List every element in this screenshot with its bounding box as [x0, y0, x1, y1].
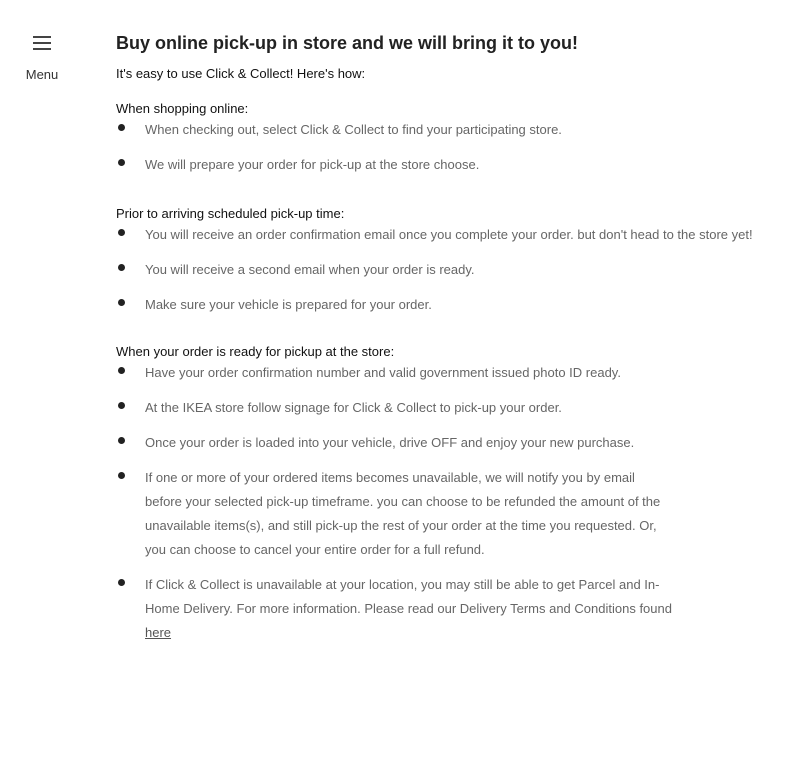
delivery-info-text: If Click & Collect is unavailable at your location, you may still be able to get Parcel and In-Home Delivery. For more information. Please read our Delivery Terms and Conditions found: [145, 577, 672, 616]
intro-text: It's easy to use Click & Collect! Here's how:: [116, 66, 366, 81]
prior-to-arriving-list: [116, 223, 776, 317]
order-ready-list: [116, 361, 776, 645]
page-title: Buy online pick-up in store and we will bring it to you!: [116, 33, 579, 53]
main-content: [116, 30, 776, 645]
list-item: If one or more of your ordered items becomes unavailable, we will notify you by email before your selected pick-up timeframe. you can choose to be refunded the amount of the unavailable items(s), and still pick-up the rest of your order at the time you requested. Or, you can choose to cancel your entire order for a full refund.: [116, 466, 670, 562]
hamburger-menu-icon[interactable]: [33, 36, 51, 50]
list-item-delivery-info: [116, 573, 675, 645]
section-title-prior-to-arriving: Prior to arriving scheduled pick-up time:: [116, 206, 345, 221]
shopping-online-list: [116, 118, 776, 177]
list-item: Have your order confirmation number and valid government issued photo ID ready.: [116, 361, 776, 385]
list-item: Make sure your vehicle is prepared for your order.: [116, 293, 776, 317]
section-title-order-ready: When your order is ready for pickup at the store:: [116, 344, 395, 359]
menu-label[interactable]: Menu: [25, 67, 59, 82]
list-item: At the IKEA store follow signage for Click & Collect to pick-up your order.: [116, 396, 776, 420]
section-title-shopping-online: When shopping online:: [116, 101, 249, 116]
here-link[interactable]: here: [145, 625, 172, 640]
menu-button[interactable]: [20, 30, 64, 82]
list-item: Once your order is loaded into your vehicle, drive OFF and enjoy your new purchase.: [116, 431, 776, 455]
list-item: We will prepare your order for pick-up at the store choose.: [116, 153, 776, 177]
list-item: You will receive an order confirmation email once you complete your order. but don't head to the store yet!: [116, 223, 776, 247]
list-item: You will receive a second email when your order is ready.: [116, 258, 776, 282]
list-item: When checking out, select Click & Collect to find your participating store.: [116, 118, 776, 142]
